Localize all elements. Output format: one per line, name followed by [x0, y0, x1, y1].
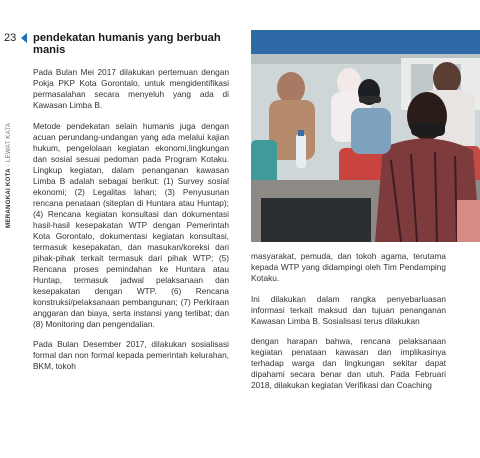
left-column — [33, 67, 229, 382]
section-label-main: MERANGKAI KOTA — [5, 168, 12, 228]
section-label-separator: · — [5, 164, 12, 167]
paragraph: dengan harapan bahwa, rencana pelaksanaan kegiatan penataan kawasan dan implikasinya terhadap warga dan lingkungan sekitar dapat dipahami secara benar dan utuh. Pada Februari 2018, dilakukan kegiatan Verifikasi dan Coaching — [251, 336, 446, 390]
page-arrow-icon — [21, 33, 27, 43]
paragraph: Pada Bulan Desember 2017, dilakukan sosialisasi formal dan non formal kepada pemerintah kelurahan, BKM, tokoh — [33, 339, 229, 371]
section-label-sub: LEWAT KATA — [5, 122, 12, 163]
paragraph: Ini dilakukan dalam rangka penyebarluasan informasi terkait maksud dan tujuan penanganan Kawasan Limba B. Sosialisasi terus dilakukan — [251, 293, 446, 326]
paragraph: Metode pendekatan selain humanis juga dengan acuan perundang-undangan yang ada melalui kajian hukum, pengelolaan kegiatan ekonomi,lingkungan dan sosial sesuai pedoman pada Program Kotaku. Lingkup kegiatan, dalam penanganan kawasan Limba B adalah sebagai berikut: (1) Survey sosial ekonomi; (2) Legalitas lahan; (3) Penyusunan rencana penataan (siteplan di Huntara atau Huntap); (4) Rencana kegiatan konsultasi dan dokumentasi hasil-hasil kesepakatan WTP dengan Pemerintah Kota Gorontalo, dokumentasi kegiatan konsultasi, termasuk kesepakatan, dan masukan/koreksi dari pihak-pihak terkait termasuk dari pihak WTP; (5) Rencana proses pemindahan ke Huntara atau Huntap, termasuk jadwal pelaksanaan dan kesepakatan dengan WTP. (6) Rencana konstruksi/pelaksanaan pembangunan; (7) Perkiraan anggaran dan biaya, serta instansi yang terlibat; dan (8) Monitoring dan pengendalian. — [33, 120, 229, 329]
right-column — [251, 251, 446, 401]
paragraph: masyarakat, pemuda, dan tokoh agama, terutama kepada WTP yang didampingi oleh Tim Pendamping Kotaku. — [251, 251, 446, 283]
paragraph: Pada Bulan Mei 2017 dilakukan pertemuan dengan Pokja PKP Kota Gorontalo, untuk mengidentifikasi permasalahan secara menyeluh yang ada di Kawasan Limba B. — [33, 67, 229, 110]
meeting-photo — [251, 30, 480, 242]
article-title: pendekatan humanis yang berbuah manis — [33, 32, 221, 56]
page-number: 23 — [4, 32, 17, 44]
section-label — [5, 48, 14, 228]
